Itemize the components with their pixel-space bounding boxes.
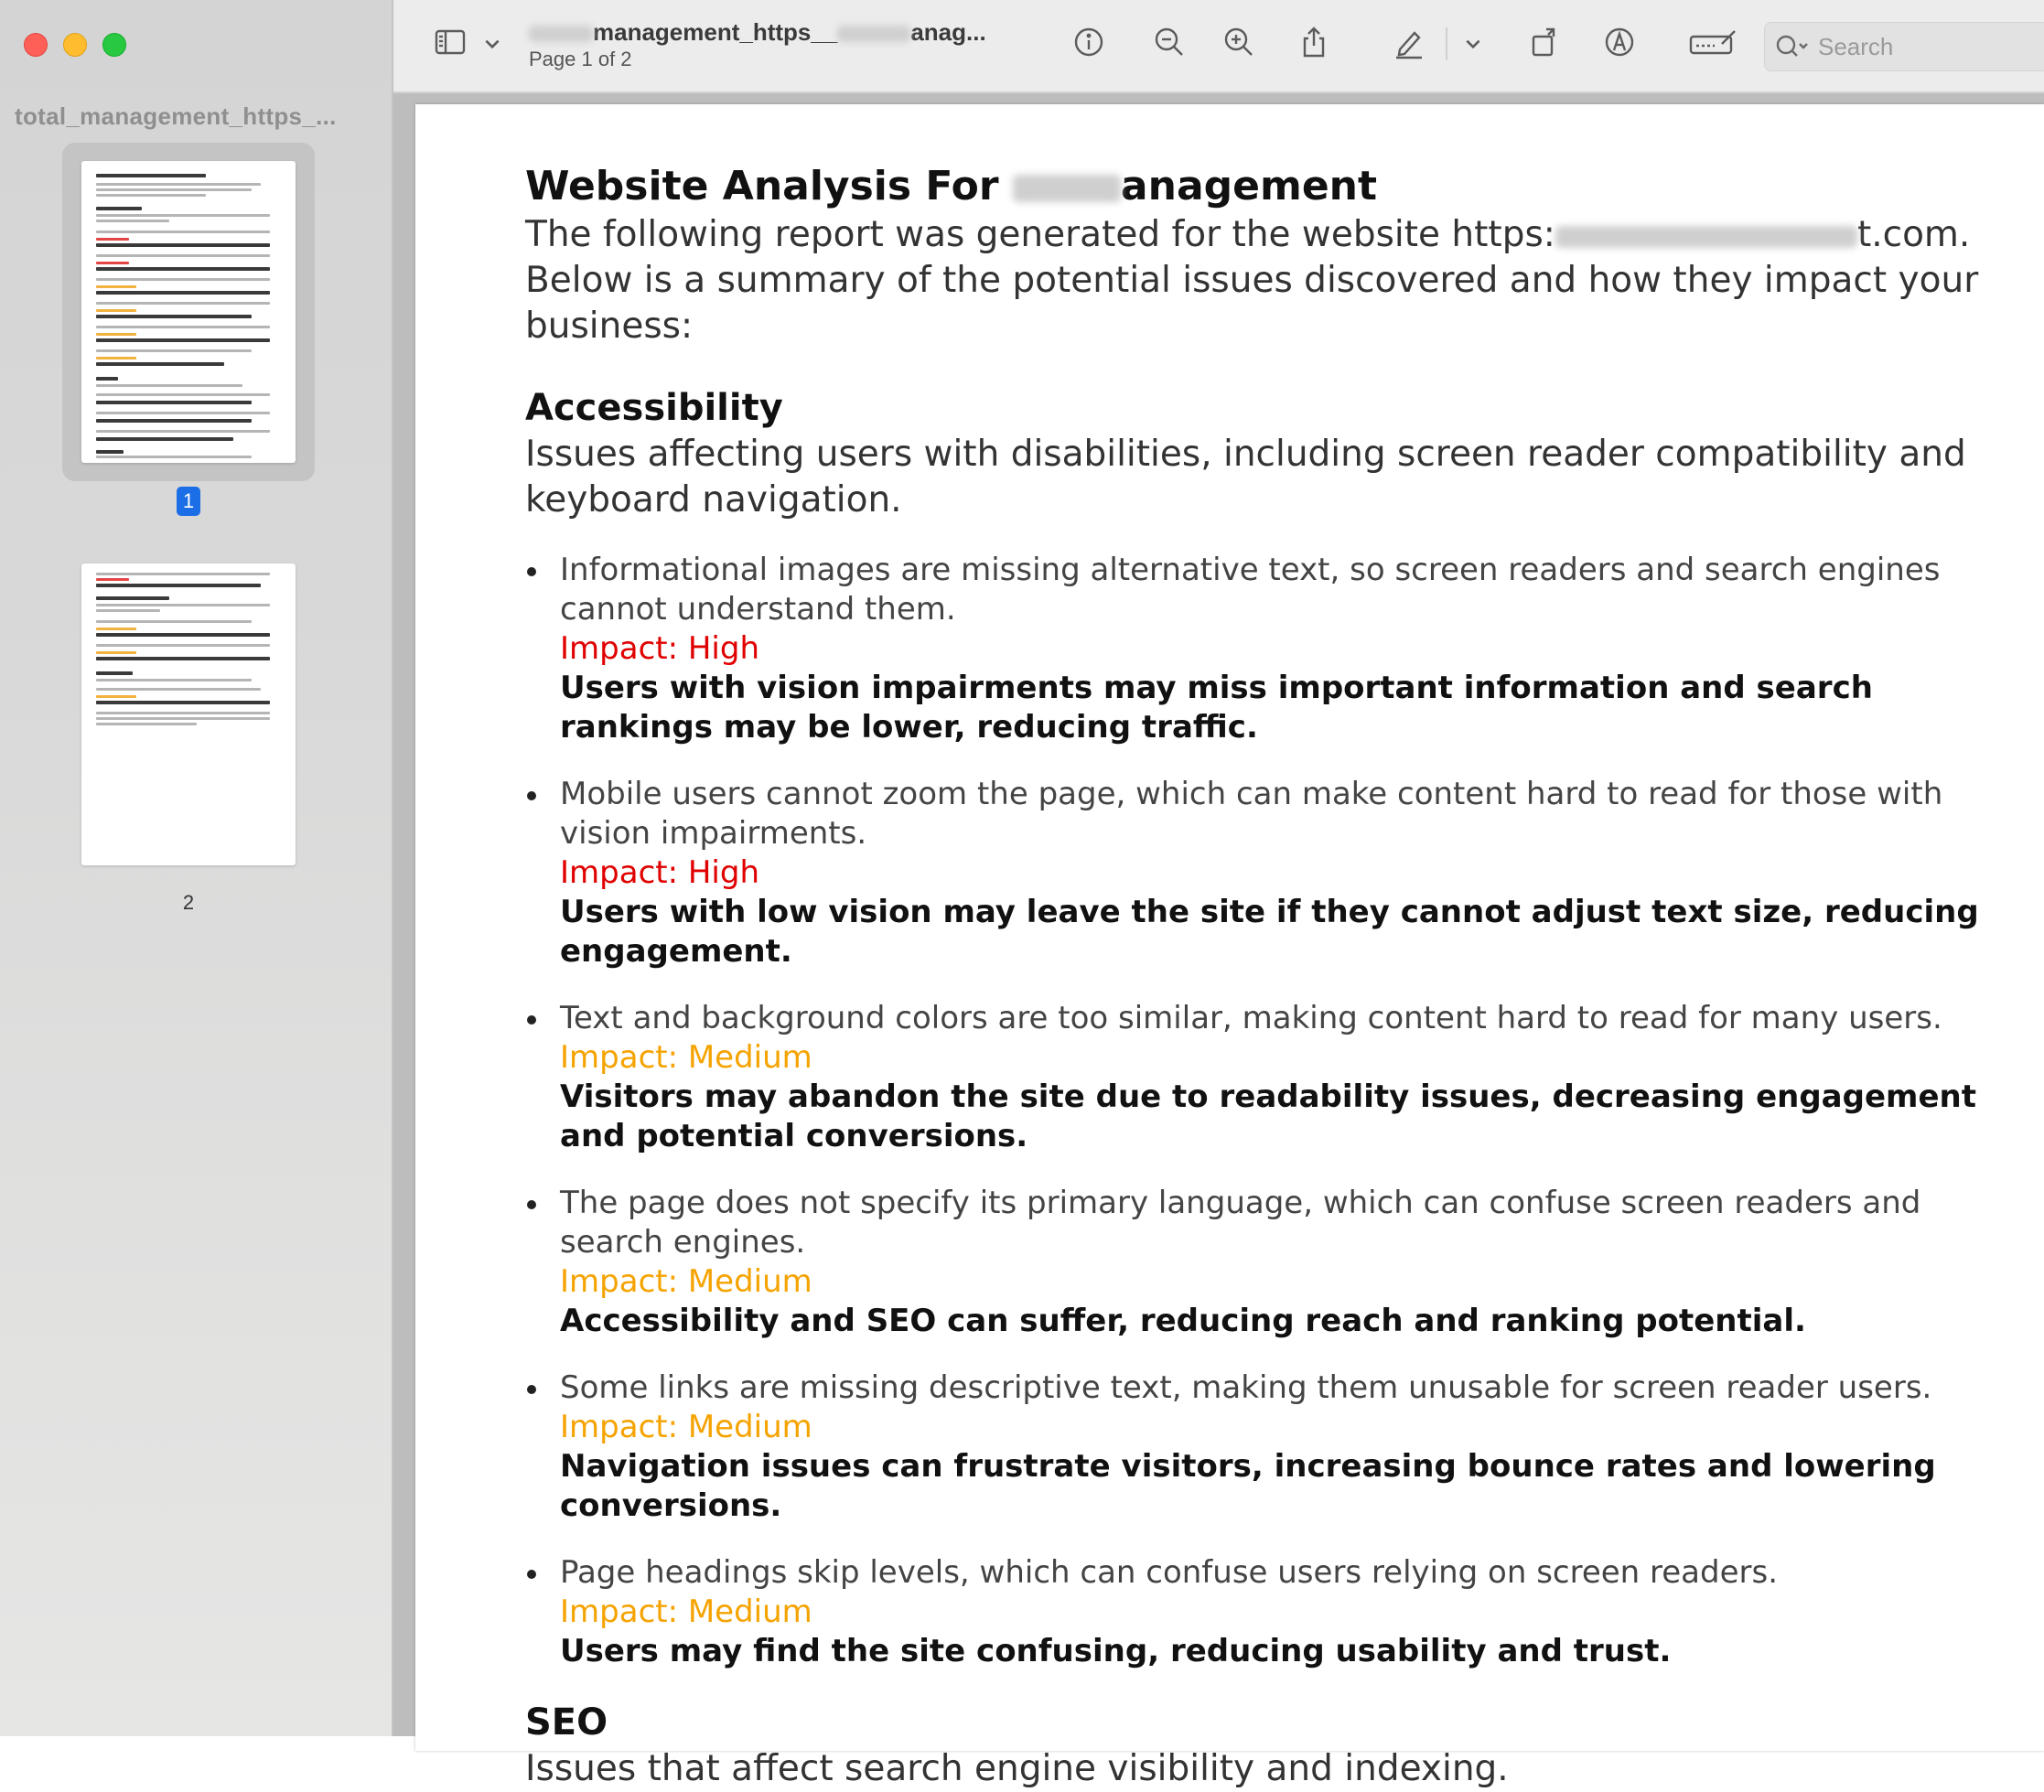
info-icon <box>1070 24 1107 65</box>
impact-effect: Users may find the site confusing, reducing usability and trust. <box>560 1633 1672 1669</box>
sidebar-options-button[interactable] <box>472 26 512 66</box>
impact-label: Impact: Medium <box>560 1039 812 1076</box>
search-field[interactable] <box>1764 22 2044 71</box>
toolbar <box>393 0 2044 93</box>
issue-text: Mobile users cannot zoom the page, which can make content hard to read for those with vision impairments. <box>560 776 1943 852</box>
impact-effect: Navigation issues can frustrate visitors, increasing bounce rates and lowering conversions. <box>560 1448 1936 1524</box>
impact-effect: Users with vision impairments may miss important information and search rankings may be lower, reducing traffic. <box>560 670 1873 746</box>
pdf-page <box>415 104 2044 1789</box>
page-indicator: Page 1 of 2 <box>529 48 632 70</box>
close-window-button[interactable] <box>24 33 48 57</box>
share-button[interactable] <box>1294 24 1334 64</box>
report-title: Website Analysis For anagement <box>525 163 1378 209</box>
section-description-seo: Issues that affect search engine visibility and indexing. <box>525 1748 1509 1789</box>
accessibility-issue-list <box>525 551 2026 1671</box>
impact-effect: Visitors may abandon the site due to readability issues, decreasing engagement and potential conversions. <box>560 1078 1976 1154</box>
impact-label: Impact: Medium <box>560 1593 812 1630</box>
signature-button[interactable] <box>1685 24 1740 64</box>
issue-text: Text and background colors are too similar, making content hard to read for many users. <box>560 1000 1942 1036</box>
sidebar-toggle-button[interactable] <box>430 24 470 64</box>
impact-effect: Users with low vision may leave the site if they cannot adjust text size, reducing engagement. <box>560 894 1979 970</box>
minimize-window-button[interactable] <box>63 33 87 57</box>
sidebar-document-title: total_management_https_... <box>15 102 337 130</box>
impact-label: Impact: Medium <box>560 1263 812 1300</box>
section-heading-accessibility: Accessibility <box>525 387 783 429</box>
markup-button[interactable] <box>1599 24 1640 64</box>
signature-icon <box>1687 24 1738 65</box>
page-thumbnail-2[interactable] <box>81 563 296 865</box>
impact-label: Impact: High <box>560 854 759 891</box>
impact-label: Impact: Medium <box>560 1409 812 1445</box>
rotate-icon <box>1526 24 1563 65</box>
impact-effect: Accessibility and SEO can suffer, reducing reach and ranking potential. <box>560 1303 1806 1339</box>
list-item <box>560 775 2026 971</box>
section-heading-seo: SEO <box>525 1701 608 1744</box>
zoom-window-button[interactable] <box>102 33 126 57</box>
document-title: management_https__ anag... <box>529 18 986 47</box>
zoom-out-icon <box>1151 24 1188 65</box>
list-item <box>560 1184 2026 1341</box>
search-input[interactable] <box>1816 32 2039 61</box>
list-item <box>560 551 2026 747</box>
highlight-button[interactable] <box>1389 24 1429 64</box>
issue-text: The page does not specify its primary language, which can confuse screen readers and search engines. <box>560 1185 1921 1261</box>
highlight-options-button[interactable] <box>1453 26 1493 66</box>
issue-text: Page headings skip levels, which can confuse users relying on screen readers. <box>560 1554 1779 1591</box>
share-icon <box>1296 24 1332 65</box>
issue-text: Informational images are missing alternative text, so screen readers and search engines cannot understand them. <box>560 552 1941 628</box>
document-viewer[interactable] <box>393 93 2044 1789</box>
section-description-accessibility: Issues affecting users with disabilities, including screen reader compatibility and keyboard navigation. <box>525 434 1966 520</box>
impact-label: Impact: High <box>560 630 759 667</box>
issue-text: Some links are missing descriptive text, making them unusable for screen reader users. <box>560 1369 1932 1406</box>
page-content <box>525 161 2026 1792</box>
zoom-in-button[interactable] <box>1219 24 1259 64</box>
list-item <box>560 1368 2026 1526</box>
info-button[interactable] <box>1069 24 1109 64</box>
page-thumbnail-1[interactable] <box>81 161 296 463</box>
rotate-button[interactable] <box>1524 24 1565 64</box>
sidebar-icon <box>432 24 468 65</box>
window-controls <box>24 33 126 57</box>
page-number-1[interactable]: 1 <box>177 487 200 516</box>
highlight-pen-icon <box>1391 24 1427 65</box>
zoom-out-button[interactable] <box>1149 24 1189 64</box>
thumbnail-sidebar <box>0 0 393 1736</box>
zoom-in-icon <box>1221 24 1257 65</box>
list-item <box>560 999 2026 1156</box>
report-intro: The following report was generated for the website https: t.com. Below is a summary of the potential issues discovered and how they impact your business: <box>525 214 1979 347</box>
list-item <box>560 1553 2026 1671</box>
chevron-down-icon <box>482 34 502 59</box>
toolbar-divider <box>1446 27 1447 60</box>
markup-icon <box>1601 24 1638 65</box>
page-number-2[interactable]: 2 <box>182 891 195 914</box>
chevron-down-icon <box>1463 34 1483 59</box>
